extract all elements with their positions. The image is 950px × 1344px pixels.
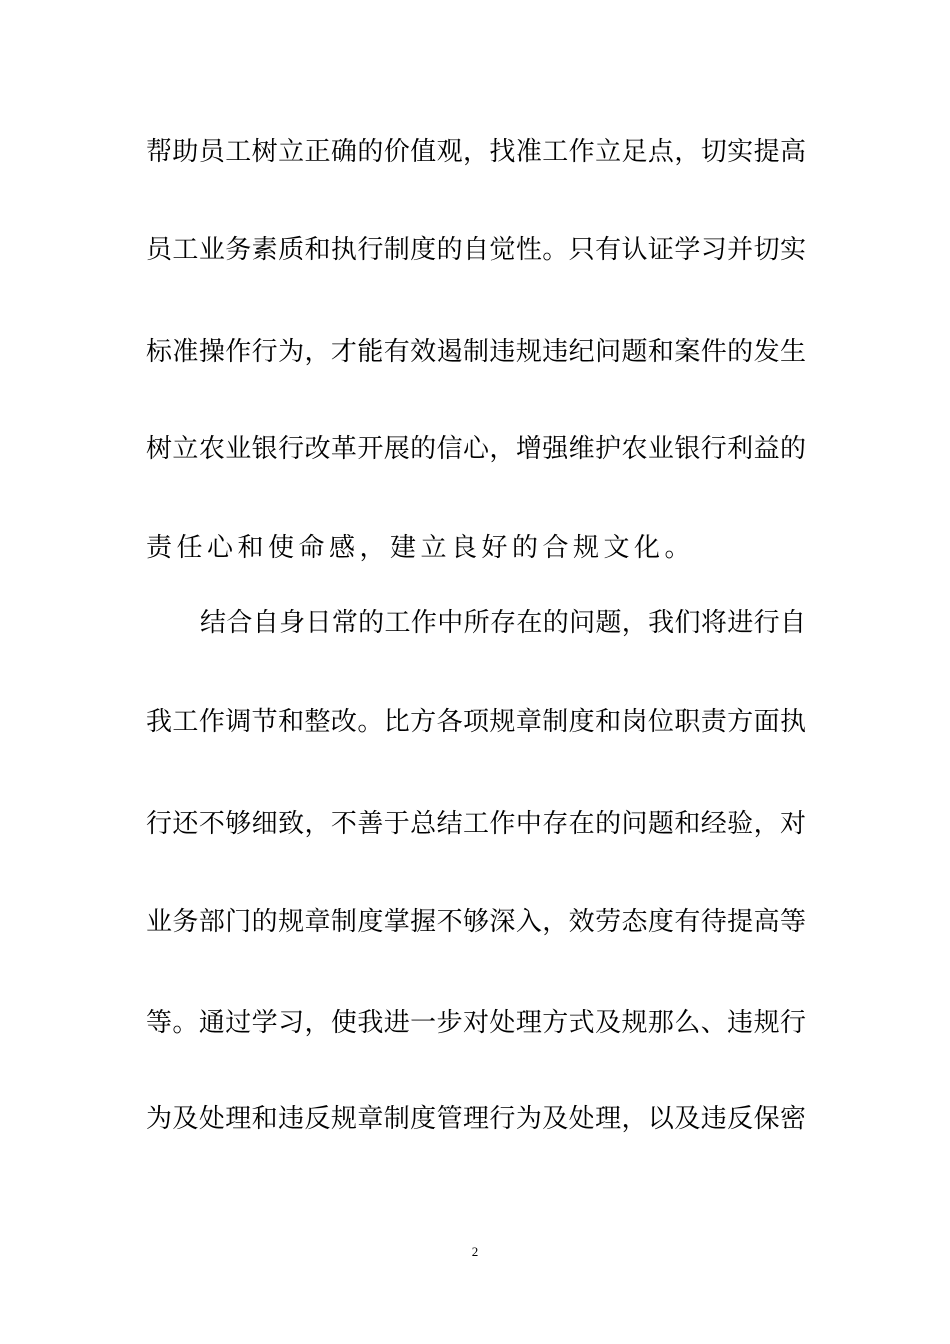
paragraph-line: 结合自身日常的工作中所存在的问题，我们将进行自 bbox=[200, 608, 806, 638]
paragraph-line: 行还不够细致，不善于总结工作中存在的问题和经验，对 bbox=[146, 809, 806, 839]
paragraph-line: 帮助员工树立正确的价值观，找准工作立足点，切实提高 bbox=[146, 137, 806, 167]
paragraph-line: 等。通过学习，使我进一步对处理方式及规那么、违规行 bbox=[146, 1008, 806, 1038]
paragraph-line: 树立农业银行改革开展的信心，增强维护农业银行利益的 bbox=[146, 434, 806, 464]
paragraph-line: 标准操作行为，才能有效遏制违规违纪问题和案件的发生 bbox=[146, 337, 806, 367]
paragraph-line: 业务部门的规章制度掌握不够深入，效劳态度有待提高等 bbox=[146, 907, 806, 937]
paragraph-line: 为及处理和违反规章制度管理行为及处理，以及违反保密 bbox=[146, 1104, 806, 1134]
paragraph-line: 责任心和使命感，建立良好的合规文化。 bbox=[146, 533, 696, 563]
paragraph-line: 我工作调节和整改。比方各项规章制度和岗位职责方面执 bbox=[146, 707, 806, 737]
paragraph-line: 员工业务素质和执行制度的自觉性。只有认证学习并切实 bbox=[146, 235, 806, 265]
page-number: 2 bbox=[471, 1244, 479, 1259]
